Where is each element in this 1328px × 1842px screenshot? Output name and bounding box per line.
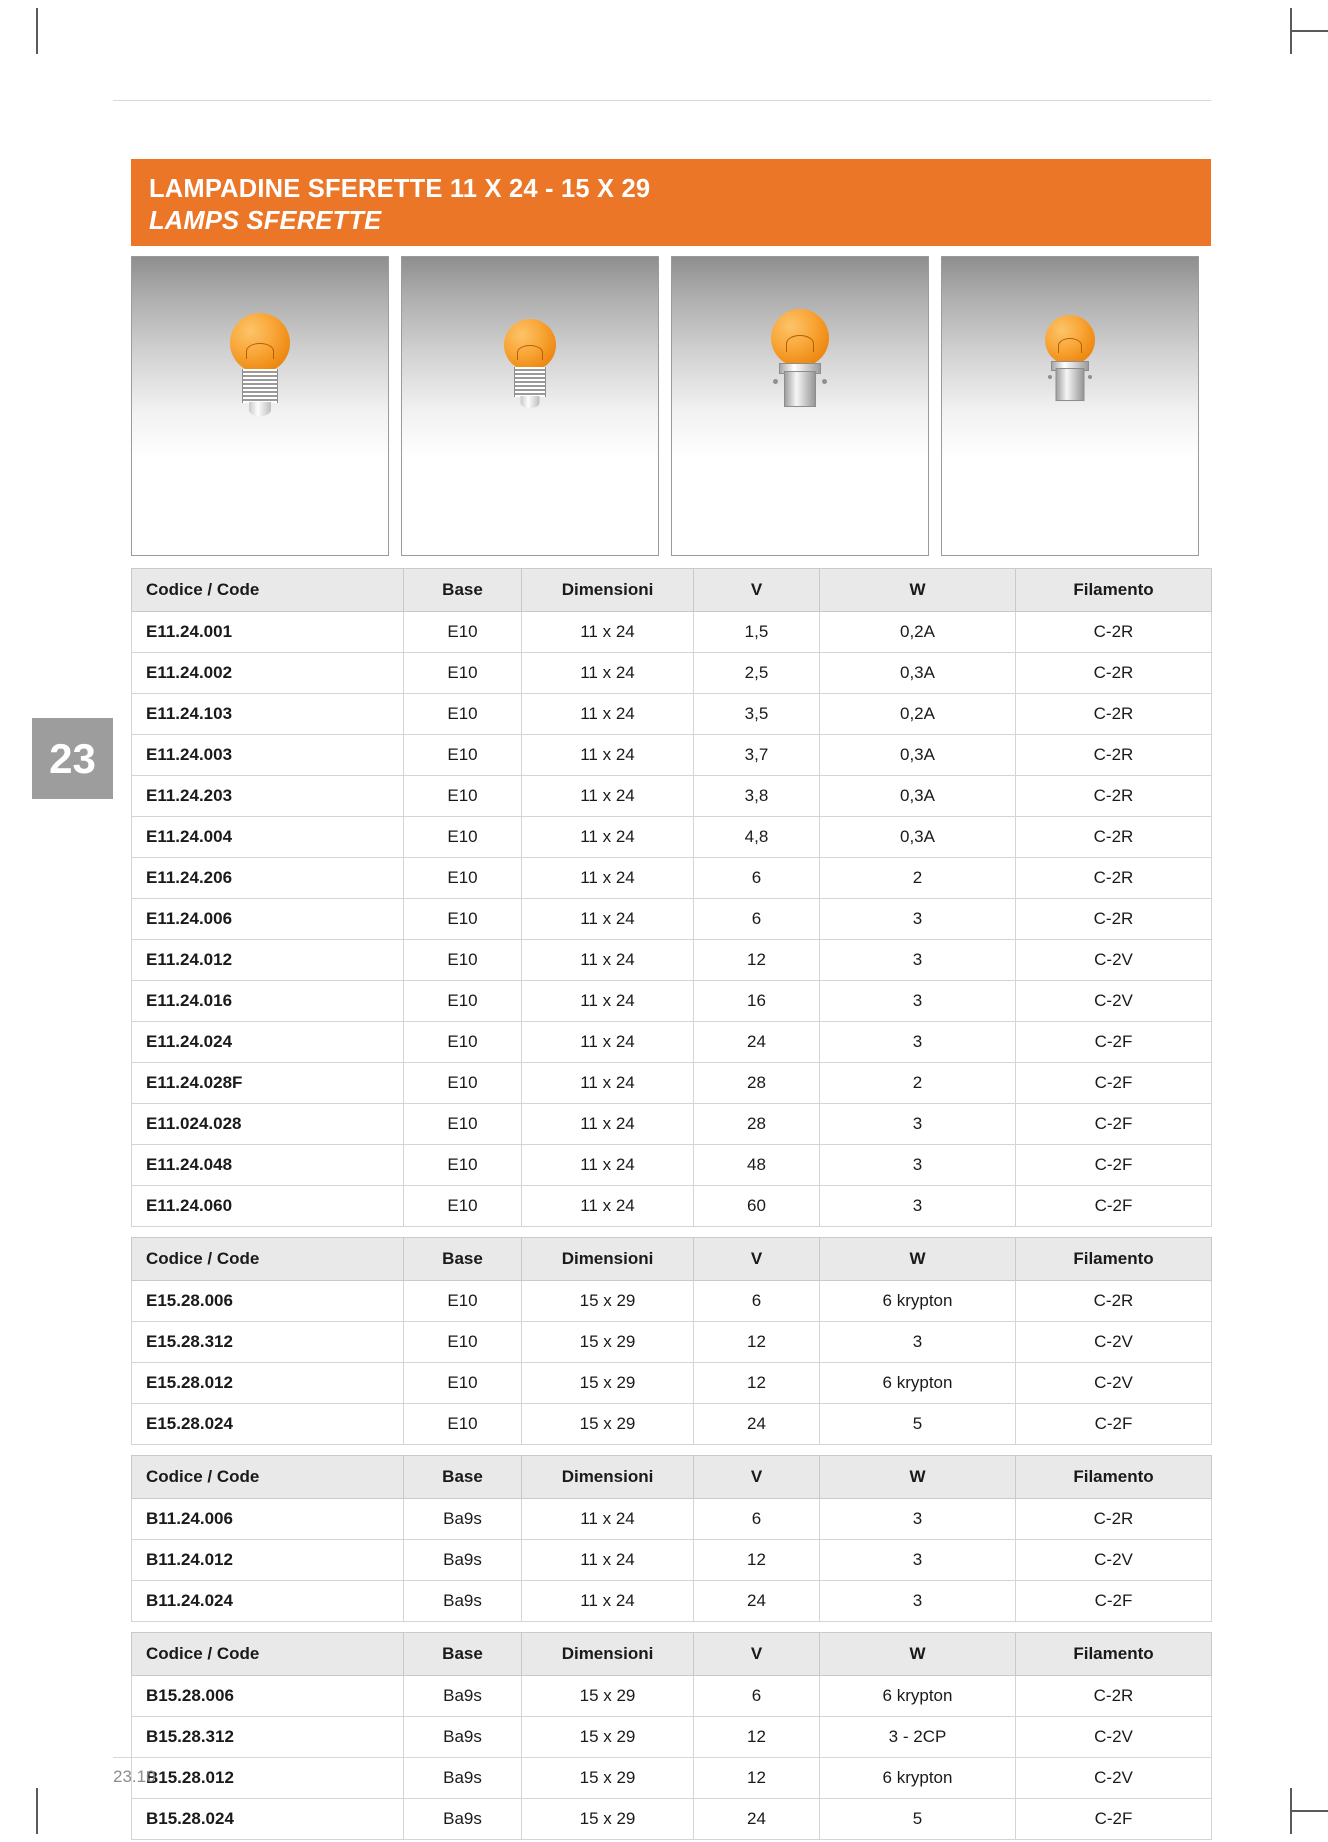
cell-fil: C-2R <box>1016 776 1212 817</box>
footer-divider-rule <box>113 1757 1211 1758</box>
table-header-row <box>132 1456 1212 1499</box>
cell-v: 3,7 <box>694 735 820 776</box>
table-row <box>132 1363 1212 1404</box>
cell-base: Ba9s <box>404 1799 522 1840</box>
cell-v: 12 <box>694 1717 820 1758</box>
table-row <box>132 899 1212 940</box>
cell-base: Ba9s <box>404 1581 522 1622</box>
product-code-cell: E15.28.006 <box>132 1281 404 1322</box>
table-row <box>132 1322 1212 1363</box>
lamp-e10-11x24-icon <box>224 313 296 423</box>
cell-base: E10 <box>404 653 522 694</box>
product-code-cell: B11.24.006 <box>132 1499 404 1540</box>
product-code-cell: E11.24.006 <box>132 899 404 940</box>
cell-v: 28 <box>694 1104 820 1145</box>
cell-fil: C-2R <box>1016 1676 1212 1717</box>
cell-dim: 11 x 24 <box>522 1022 694 1063</box>
product-code-cell: E11.24.060 <box>132 1186 404 1227</box>
product-code-cell: E11.24.203 <box>132 776 404 817</box>
cell-w: 3 <box>820 1499 1016 1540</box>
cell-base: E10 <box>404 1104 522 1145</box>
cell-base: E10 <box>404 1281 522 1322</box>
cell-w: 3 <box>820 1022 1016 1063</box>
cell-v: 24 <box>694 1799 820 1840</box>
cell-w: 0,3A <box>820 817 1016 858</box>
product-image-1 <box>131 256 389 556</box>
crop-mark-top-right-horizontal <box>1290 30 1328 32</box>
cell-w: 3 <box>820 1581 1016 1622</box>
cell-w: 3 <box>820 981 1016 1022</box>
product-code-cell: E11.24.048 <box>132 1145 404 1186</box>
cell-base: E10 <box>404 735 522 776</box>
cell-dim: 11 x 24 <box>522 694 694 735</box>
cell-v: 28 <box>694 1063 820 1104</box>
crop-mark-bottom-right-horizontal <box>1290 1810 1328 1812</box>
section-banner <box>131 159 1211 246</box>
cell-w: 5 <box>820 1404 1016 1445</box>
cell-fil: C-2F <box>1016 1063 1212 1104</box>
product-code-cell: B15.28.024 <box>132 1799 404 1840</box>
product-code-cell: E11.24.004 <box>132 817 404 858</box>
column-header-code: Codice / Code <box>132 569 404 612</box>
product-image-4 <box>941 256 1199 556</box>
cell-dim: 11 x 24 <box>522 817 694 858</box>
table-header-row <box>132 569 1212 612</box>
cell-base: E10 <box>404 612 522 653</box>
cell-v: 24 <box>694 1404 820 1445</box>
cell-dim: 15 x 29 <box>522 1363 694 1404</box>
cell-dim: 11 x 24 <box>522 981 694 1022</box>
cell-base: Ba9s <box>404 1540 522 1581</box>
product-code-cell: E11.24.003 <box>132 735 404 776</box>
lamp-ba9s-15x29-icon <box>1036 315 1104 421</box>
cell-v: 48 <box>694 1145 820 1186</box>
column-header-code: Codice / Code <box>132 1456 404 1499</box>
product-code-cell: E11.24.002 <box>132 653 404 694</box>
cell-fil: C-2V <box>1016 1717 1212 1758</box>
product-code-cell: B11.24.012 <box>132 1540 404 1581</box>
cell-fil: C-2R <box>1016 817 1212 858</box>
column-header-fil: Filamento <box>1016 1238 1212 1281</box>
cell-base: E10 <box>404 1363 522 1404</box>
table-row <box>132 1499 1212 1540</box>
page-number-tab: 23 <box>32 718 113 799</box>
cell-v: 12 <box>694 1322 820 1363</box>
crop-mark-top-left <box>36 8 38 54</box>
cell-fil: C-2V <box>1016 981 1212 1022</box>
cell-w: 0,2A <box>820 694 1016 735</box>
cell-dim: 11 x 24 <box>522 776 694 817</box>
table-e15-28 <box>131 1237 1212 1445</box>
cell-fil: C-2F <box>1016 1581 1212 1622</box>
table-row <box>132 1022 1212 1063</box>
cell-v: 3,5 <box>694 694 820 735</box>
product-code-cell: B11.24.024 <box>132 1581 404 1622</box>
cell-base: E10 <box>404 858 522 899</box>
column-header-base: Base <box>404 569 522 612</box>
cell-fil: C-2V <box>1016 1322 1212 1363</box>
crop-mark-bottom-left <box>36 1788 38 1834</box>
table-row <box>132 1404 1212 1445</box>
product-image-strip <box>131 256 1211 556</box>
cell-w: 6 krypton <box>820 1363 1016 1404</box>
cell-w: 3 <box>820 1322 1016 1363</box>
lamp-e10-15x29-icon <box>498 319 562 419</box>
table-row <box>132 653 1212 694</box>
cell-dim: 11 x 24 <box>522 1104 694 1145</box>
cell-dim: 15 x 29 <box>522 1404 694 1445</box>
cell-base: E10 <box>404 899 522 940</box>
table-row <box>132 1758 1212 1799</box>
product-image-3 <box>671 256 929 556</box>
column-header-code: Codice / Code <box>132 1238 404 1281</box>
cell-fil: C-2F <box>1016 1145 1212 1186</box>
cell-v: 3,8 <box>694 776 820 817</box>
table-row <box>132 694 1212 735</box>
column-header-w: W <box>820 1238 1016 1281</box>
table-row <box>132 981 1212 1022</box>
cell-v: 4,8 <box>694 817 820 858</box>
cell-base: E10 <box>404 694 522 735</box>
cell-fil: C-2V <box>1016 1540 1212 1581</box>
section-title: LAMPADINE SFERETTE 11 X 24 - 15 X 29 <box>149 175 651 203</box>
column-header-v: V <box>694 1456 820 1499</box>
table-row <box>132 1676 1212 1717</box>
table-row <box>132 776 1212 817</box>
column-header-w: W <box>820 569 1016 612</box>
header-divider-rule <box>113 100 1211 101</box>
cell-base: E10 <box>404 1186 522 1227</box>
column-header-base: Base <box>404 1238 522 1281</box>
cell-w: 0,3A <box>820 653 1016 694</box>
cell-fil: C-2R <box>1016 735 1212 776</box>
column-header-fil: Filamento <box>1016 1456 1212 1499</box>
cell-w: 3 <box>820 1145 1016 1186</box>
table-row <box>132 1281 1212 1322</box>
cell-w: 3 <box>820 940 1016 981</box>
cell-base: Ba9s <box>404 1499 522 1540</box>
table-row <box>132 858 1212 899</box>
cell-dim: 15 x 29 <box>522 1322 694 1363</box>
cell-v: 12 <box>694 1758 820 1799</box>
cell-fil: C-2R <box>1016 653 1212 694</box>
cell-w: 6 krypton <box>820 1281 1016 1322</box>
cell-v: 1,5 <box>694 612 820 653</box>
product-code-cell: B15.28.312 <box>132 1717 404 1758</box>
cell-dim: 11 x 24 <box>522 1063 694 1104</box>
cell-w: 3 <box>820 899 1016 940</box>
cell-w: 2 <box>820 858 1016 899</box>
table-row <box>132 612 1212 653</box>
cell-w: 3 <box>820 1540 1016 1581</box>
cell-base: E10 <box>404 1322 522 1363</box>
cell-w: 6 krypton <box>820 1758 1016 1799</box>
table-row <box>132 940 1212 981</box>
cell-fil: C-2F <box>1016 1104 1212 1145</box>
product-code-cell: E15.28.012 <box>132 1363 404 1404</box>
table-row <box>132 1799 1212 1840</box>
cell-w: 3 <box>820 1104 1016 1145</box>
column-header-v: V <box>694 1633 820 1676</box>
table-b15-28 <box>131 1632 1212 1840</box>
cell-w: 0,3A <box>820 735 1016 776</box>
product-code-cell: E11.024.028 <box>132 1104 404 1145</box>
cell-w: 6 krypton <box>820 1676 1016 1717</box>
cell-base: E10 <box>404 940 522 981</box>
product-code-cell: E11.24.016 <box>132 981 404 1022</box>
cell-v: 6 <box>694 899 820 940</box>
cell-v: 12 <box>694 1540 820 1581</box>
cell-v: 6 <box>694 858 820 899</box>
cell-dim: 11 x 24 <box>522 735 694 776</box>
column-header-w: W <box>820 1456 1016 1499</box>
cell-base: E10 <box>404 1404 522 1445</box>
table-b11-24 <box>131 1455 1212 1622</box>
cell-dim: 15 x 29 <box>522 1758 694 1799</box>
cell-base: Ba9s <box>404 1717 522 1758</box>
column-header-dim: Dimensioni <box>522 569 694 612</box>
cell-v: 24 <box>694 1022 820 1063</box>
cell-fil: C-2F <box>1016 1186 1212 1227</box>
cell-base: E10 <box>404 981 522 1022</box>
table-header-row <box>132 1238 1212 1281</box>
product-code-cell: E11.24.012 <box>132 940 404 981</box>
column-header-code: Codice / Code <box>132 1633 404 1676</box>
column-header-dim: Dimensioni <box>522 1238 694 1281</box>
cell-fil: C-2F <box>1016 1022 1212 1063</box>
column-header-v: V <box>694 569 820 612</box>
cell-w: 0,2A <box>820 612 1016 653</box>
table-row <box>132 1717 1212 1758</box>
section-subtitle: LAMPS SFERETTE <box>149 207 382 235</box>
column-header-base: Base <box>404 1456 522 1499</box>
cell-v: 16 <box>694 981 820 1022</box>
spec-tables-container <box>131 568 1211 1840</box>
product-code-cell: E11.24.206 <box>132 858 404 899</box>
table-row <box>132 1186 1212 1227</box>
cell-w: 2 <box>820 1063 1016 1104</box>
cell-fil: C-2R <box>1016 694 1212 735</box>
cell-fil: C-2R <box>1016 899 1212 940</box>
table-row <box>132 735 1212 776</box>
column-header-w: W <box>820 1633 1016 1676</box>
cell-fil: C-2R <box>1016 612 1212 653</box>
column-header-fil: Filamento <box>1016 569 1212 612</box>
cell-fil: C-2R <box>1016 858 1212 899</box>
cell-dim: 11 x 24 <box>522 1145 694 1186</box>
product-image-2 <box>401 256 659 556</box>
cell-v: 6 <box>694 1676 820 1717</box>
cell-dim: 11 x 24 <box>522 1540 694 1581</box>
cell-dim: 11 x 24 <box>522 653 694 694</box>
table-header-row <box>132 1633 1212 1676</box>
product-code-cell: E15.28.024 <box>132 1404 404 1445</box>
cell-w: 0,3A <box>820 776 1016 817</box>
cell-fil: C-2F <box>1016 1404 1212 1445</box>
cell-dim: 11 x 24 <box>522 612 694 653</box>
column-header-fil: Filamento <box>1016 1633 1212 1676</box>
table-e11-24 <box>131 568 1212 1227</box>
cell-fil: C-2R <box>1016 1499 1212 1540</box>
cell-v: 60 <box>694 1186 820 1227</box>
cell-dim: 15 x 29 <box>522 1676 694 1717</box>
cell-fil: C-2V <box>1016 940 1212 981</box>
footer-page-code: 23.10 <box>113 1767 156 1786</box>
cell-dim: 15 x 29 <box>522 1281 694 1322</box>
column-header-v: V <box>694 1238 820 1281</box>
table-row <box>132 817 1212 858</box>
cell-base: Ba9s <box>404 1758 522 1799</box>
cell-v: 24 <box>694 1581 820 1622</box>
table-row <box>132 1104 1212 1145</box>
cell-fil: C-2V <box>1016 1363 1212 1404</box>
product-code-cell: E15.28.312 <box>132 1322 404 1363</box>
cell-dim: 15 x 29 <box>522 1799 694 1840</box>
cell-dim: 11 x 24 <box>522 1186 694 1227</box>
cell-base: E10 <box>404 1022 522 1063</box>
cell-dim: 15 x 29 <box>522 1717 694 1758</box>
table-row <box>132 1581 1212 1622</box>
product-code-cell: B15.28.012 <box>132 1758 404 1799</box>
cell-fil: C-2F <box>1016 1799 1212 1840</box>
cell-base: E10 <box>404 1063 522 1104</box>
column-header-dim: Dimensioni <box>522 1633 694 1676</box>
table-row <box>132 1540 1212 1581</box>
cell-dim: 11 x 24 <box>522 858 694 899</box>
table-row <box>132 1063 1212 1104</box>
cell-v: 12 <box>694 1363 820 1404</box>
cell-dim: 11 x 24 <box>522 1581 694 1622</box>
cell-base: E10 <box>404 817 522 858</box>
cell-w: 3 <box>820 1186 1016 1227</box>
product-code-cell: E11.24.024 <box>132 1022 404 1063</box>
cell-w: 5 <box>820 1799 1016 1840</box>
product-code-cell: E11.24.001 <box>132 612 404 653</box>
cell-fil: C-2R <box>1016 1281 1212 1322</box>
cell-base: E10 <box>404 776 522 817</box>
cell-v: 6 <box>694 1281 820 1322</box>
cell-dim: 11 x 24 <box>522 940 694 981</box>
cell-fil: C-2V <box>1016 1758 1212 1799</box>
product-code-cell: E11.24.103 <box>132 694 404 735</box>
column-header-base: Base <box>404 1633 522 1676</box>
cell-v: 12 <box>694 940 820 981</box>
cell-dim: 11 x 24 <box>522 899 694 940</box>
product-code-cell: E11.24.028F <box>132 1063 404 1104</box>
cell-dim: 11 x 24 <box>522 1499 694 1540</box>
cell-base: E10 <box>404 1145 522 1186</box>
column-header-dim: Dimensioni <box>522 1456 694 1499</box>
cell-v: 2,5 <box>694 653 820 694</box>
table-row <box>132 1145 1212 1186</box>
cell-v: 6 <box>694 1499 820 1540</box>
cell-w: 3 - 2CP <box>820 1717 1016 1758</box>
product-code-cell: B15.28.006 <box>132 1676 404 1717</box>
lamp-ba9s-11x24-icon <box>762 309 838 427</box>
cell-base: Ba9s <box>404 1676 522 1717</box>
